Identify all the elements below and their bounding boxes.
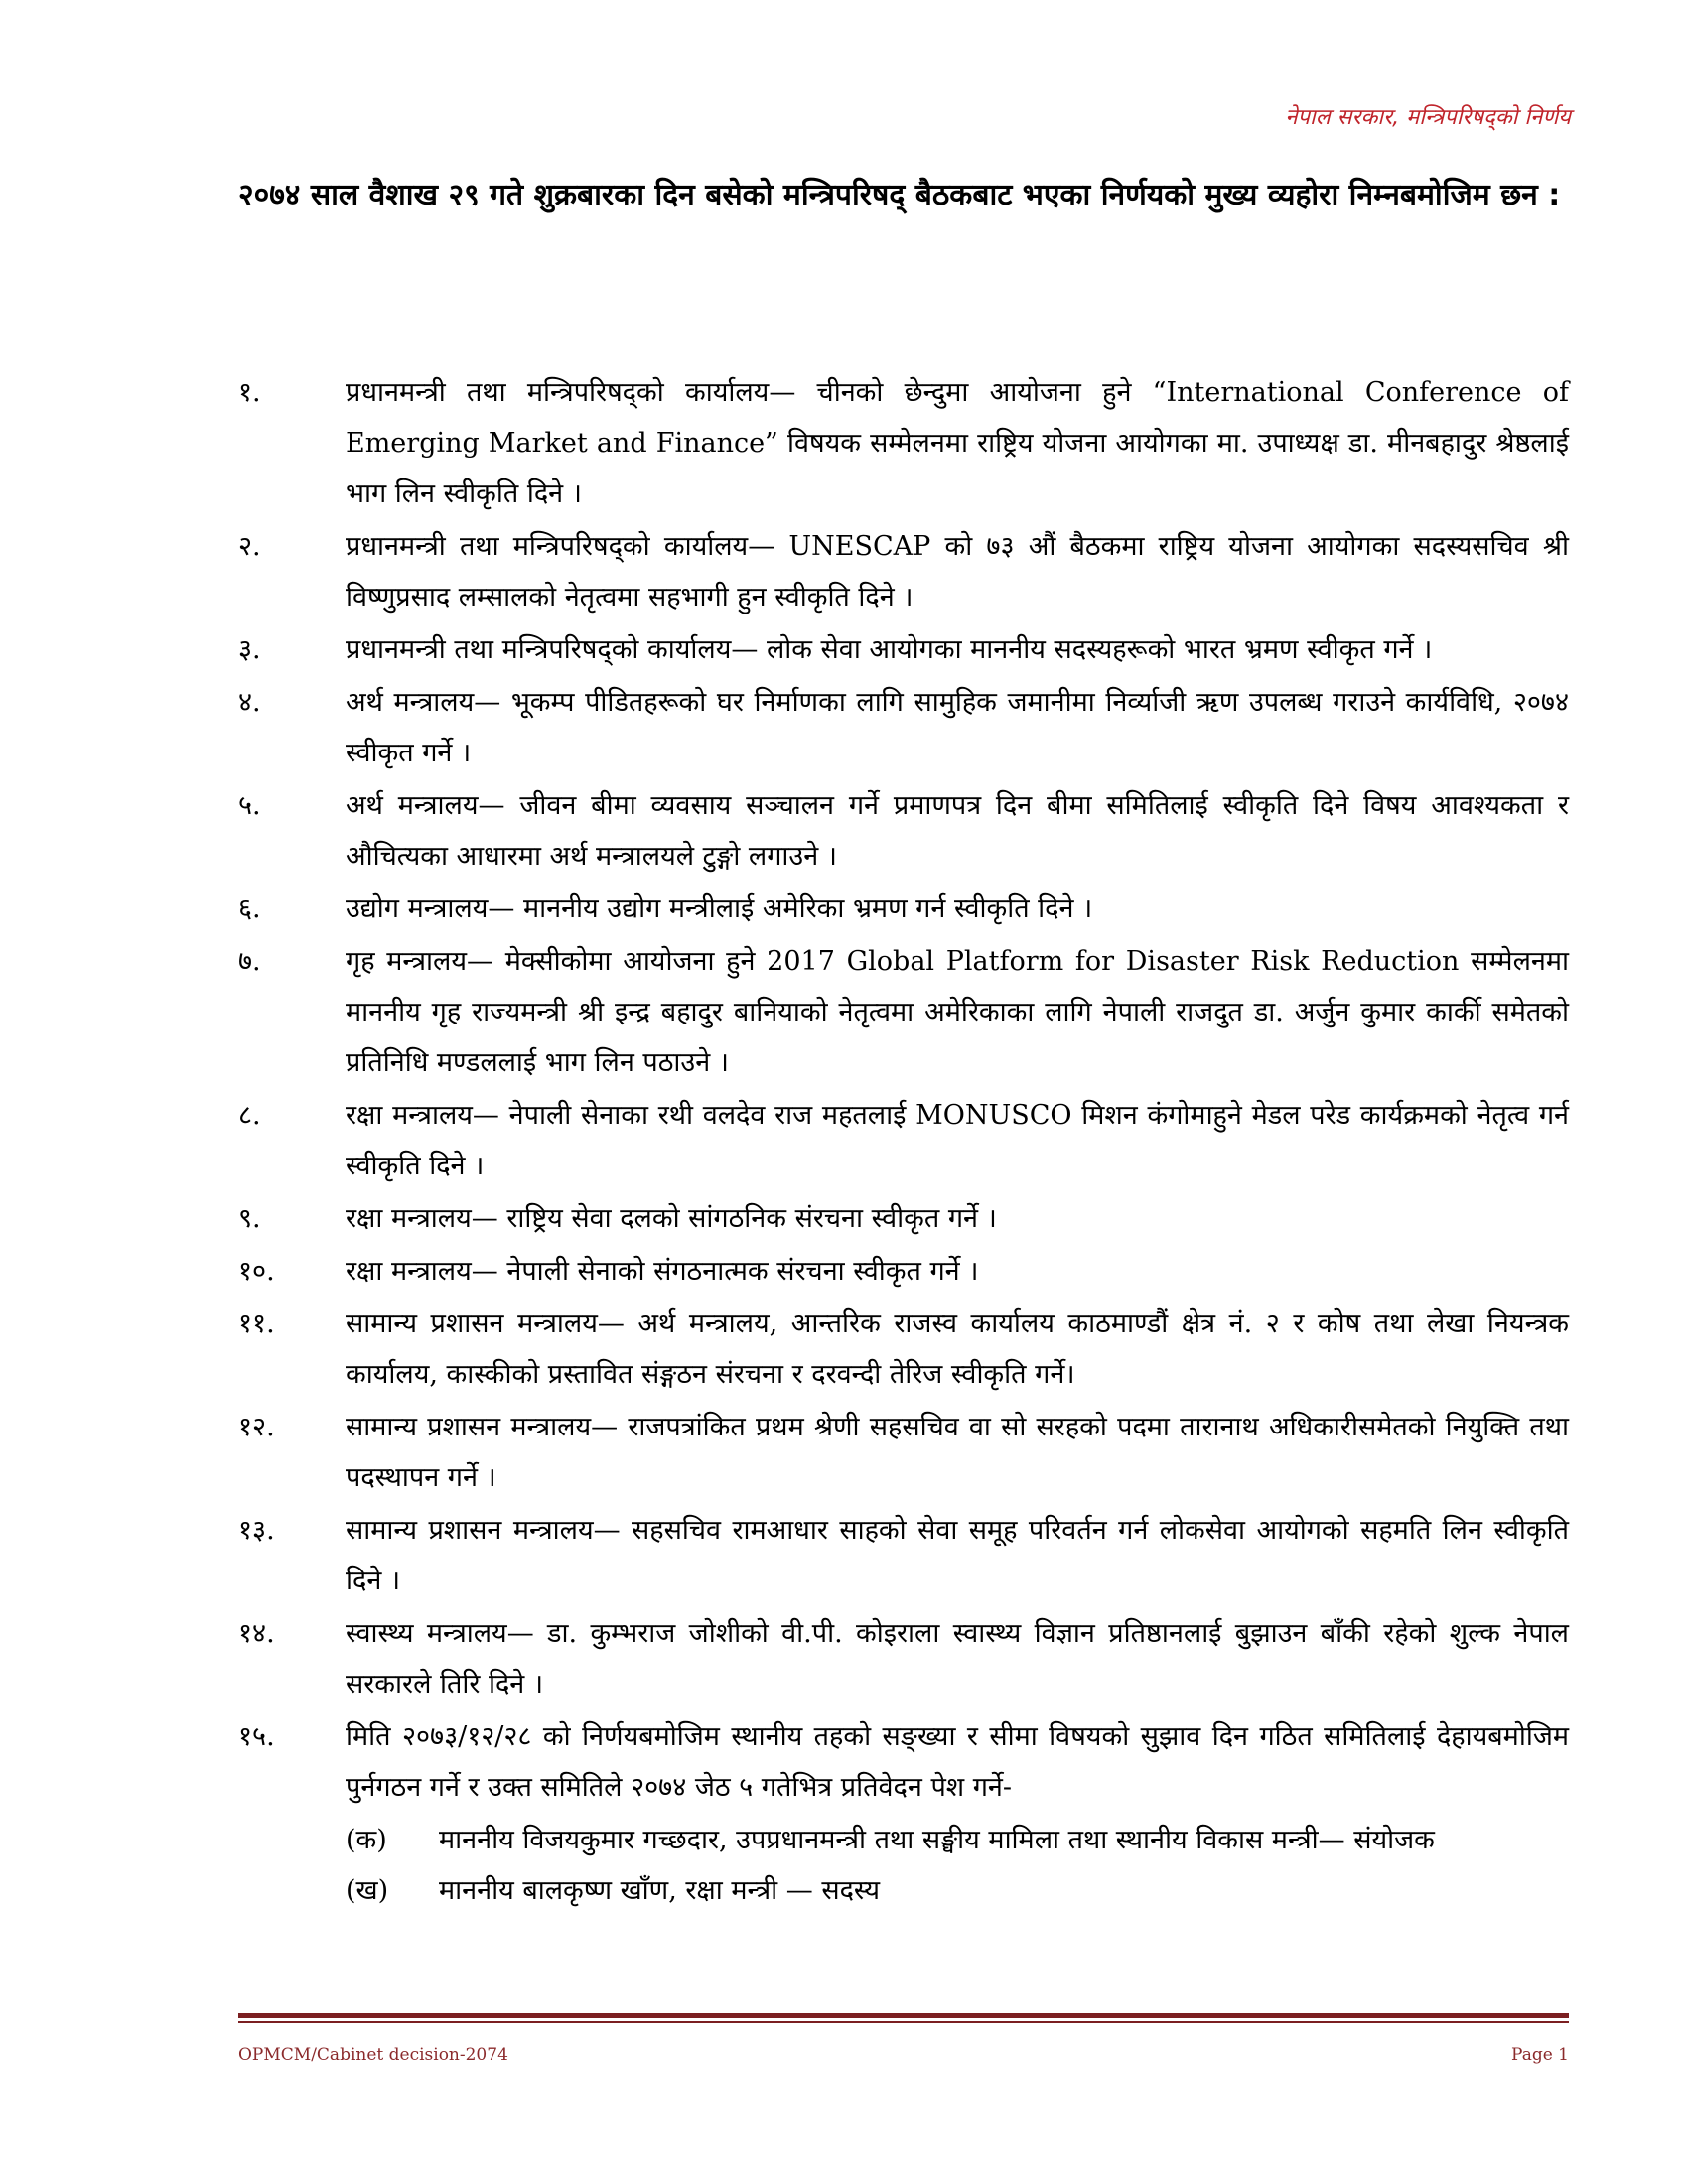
decision-list [238,367,1569,1916]
item-text: सामान्य प्रशासन मन्त्रालय— राजपत्रांकित प्रथम श्रेणी सहसचिव वा सो सरहको पदमा तारानाथ अधिकारीसमेतको नियुक्ति तथा पदस्थापन गर्ने । [346,1412,1569,1493]
item-number: ८. [238,1100,261,1131]
item-number: २. [238,531,261,562]
decision-item-13 [238,1505,1569,1606]
item-number: ९. [238,1203,261,1234]
footer-divider [238,2013,1569,2018]
item-text: प्रधानमन्त्री तथा मन्त्रिपरिषद्को कार्यालय— लोक सेवा आयोगका माननीय सदस्यहरूको भारत भ्रमण स्वीकृत गर्ने । [346,634,1433,665]
subitem-number: (ख) [346,1875,389,1906]
item-text: प्रधानमन्त्री तथा मन्त्रिपरिषद्को कार्यालय— UNESCAP को ७३ औं बैठकमा राष्ट्रिय योजना आयोगका सदस्यसचिव श्री विष्णुप्रसाद लम्सालको नेतृत्वमा सहभागी हुन स्वीकृति दिने । [346,531,1569,613]
decision-item-4 [238,677,1569,778]
subitem-text: माननीय विजयकुमार गच्छदार, उपप्रधानमन्त्री तथा सङ्घीय मामिला तथा स्थानीय विकास मन्त्री— संयोजक [439,1825,1435,1855]
item-text: गृह मन्त्रालय— मेक्सीकोमा आयोजना हुने 2017 Global Platform for Disaster Risk Reduction सम्मेलनमा माननीय गृह राज्यमन्त्री श्री इन्द्र बहादुर बानियाको नेतृत्वमा अमेरिकाका लागि नेपाली राजदुत डा. अर्जुन कुमार कार्की समेतको प्रतिनिधि मण्डललाई भाग लिन पठाउने । [346,946,1569,1078]
item-number: ५. [238,790,261,821]
item-text: रक्षा मन्त्रालय— नेपाली सेनाका रथी वलदेव राज महतलाई MONUSCO मिशन कंगोमाहुने मेडल परेड कार्यक्रमको नेतृत्व गर्न स्वीकृति दिने । [346,1100,1569,1181]
document-title: २०७४ साल वैशाख २९ गते शुक्रबारका दिन बसेको मन्त्रिपरिषद् बैठकबाट भएका निर्णयको मुख्य व्यहोरा निम्नबमोजिम छन : [238,178,1561,212]
item-text: स्वास्थ्य मन्त्रालय— डा. कुम्भराज जोशीको वी.पी. कोइराला स्वास्थ्य विज्ञान प्रतिष्ठानलाई बुझाउन बाँकी रहेको शुल्क नेपाल सरकारले तिरि दिने । [346,1618,1569,1700]
item-text: सामान्य प्रशासन मन्त्रालय— अर्थ मन्त्रालय, आन्तरिक राजस्व कार्यालय काठमाण्डौं क्षेत्र नं. २ र कोष तथा लेखा नियन्त्रक कार्यालय, कास्कीको प्रस्तावित संङ्गठन संरचना र दरवन्दी तेरिज स्वीकृति गर्ने। [346,1308,1569,1390]
item-number: १२. [238,1412,275,1442]
decision-item-10 [238,1246,1569,1297]
footer-document-id: OPMCM/Cabinet decision-2074 [238,2045,508,2065]
item-text: रक्षा मन्त्रालय— नेपाली सेनाको संगठनात्मक संरचना स्वीकृत गर्ने । [346,1256,979,1287]
item-number: ४. [238,687,261,718]
item-number: १४. [238,1618,275,1649]
decision-item-9 [238,1193,1569,1244]
decision-item-12 [238,1402,1569,1503]
item-text: अर्थ मन्त्रालय— जीवन बीमा व्यवसाय सञ्चालन गर्ने प्रमाणपत्र दिन बीमा समितिलाई स्वीकृति दिने विषय आवश्यकता र औचित्यका आधारमा अर्थ मन्त्रालयले टुङ्गो लगाउने । [346,790,1569,872]
item-number: १. [238,377,261,408]
decision-item-7 [238,936,1569,1088]
decision-item-3 [238,624,1569,675]
item-number: ३. [238,634,261,665]
item-text: उद्योग मन्त्रालय— माननीय उद्योग मन्त्रीलाई अमेरिका भ्रमण गर्न स्वीकृति दिने । [346,893,1093,924]
footer-page-number: Page 1 [1511,2045,1569,2065]
footer-divider-thin [238,2021,1569,2023]
decision-item-8 [238,1090,1569,1191]
decision-item-6 [238,884,1569,934]
item-text: सामान्य प्रशासन मन्त्रालय— सहसचिव रामआधार साहको सेवा समूह परिवर्तन गर्न लोकसेवा आयोगको सहमति लिन स्वीकृति दिने । [346,1515,1569,1596]
subitem-number: (क) [346,1825,387,1855]
item-number: ११. [238,1308,275,1339]
item-text: अर्थ मन्त्रालय— भूकम्प पीडितहरूको घर निर्माणका लागि सामुहिक जमानीमा निर्व्याजी ऋण उपलब्ध गराउने कार्यविधि, २०७४ स्वीकृत गर्ने । [346,687,1569,768]
item-number: १३. [238,1515,275,1546]
decision-item-14 [238,1608,1569,1709]
item-number: ७. [238,946,261,977]
decision-item-11 [238,1298,1569,1400]
decision-item-15 [238,1711,1569,1813]
decision-item-1 [238,367,1569,519]
item-text: रक्षा मन्त्रालय— राष्ट्रिय सेवा दलको सांगठनिक संरचना स्वीकृत गर्ने । [346,1203,997,1234]
item-number: ६. [238,893,261,924]
running-header: नेपाल सरकार, मन्त्रिपरिषद्को निर्णय [1285,105,1571,130]
decision-subitem-ka [238,1815,1569,1865]
item-text: प्रधानमन्त्री तथा मन्त्रिपरिषद्को कार्यालय— चीनको छेन्दुमा आयोजना हुने “International Conference of Emerging Market and Finance” विषयक सम्मेलनमा राष्ट्रिय योजना आयोगका मा. उपाध्यक्ष डा. मीनबहादुर श्रेष्ठलाई भाग लिन स्वीकृति दिने । [346,377,1569,509]
decision-item-2 [238,521,1569,622]
item-number: १५. [238,1721,275,1752]
decision-subitem-kha [238,1865,1569,1916]
item-text: मिति २०७३/१२/२८ को निर्णयबमोजिम स्थानीय तहको सङ्ख्या र सीमा विषयको सुझाव दिन गठित समितिलाई देहायबमोजिम पुर्नगठन गर्ने र उक्त समितिले २०७४ जेठ ५ गतेभित्र प्रतिवेदन पेश गर्ने- [346,1721,1569,1803]
subitem-text: माननीय बालकृष्ण खाँण, रक्षा मन्त्री — सदस्य [439,1875,881,1906]
decision-item-5 [238,780,1569,882]
item-number: १०. [238,1256,275,1287]
